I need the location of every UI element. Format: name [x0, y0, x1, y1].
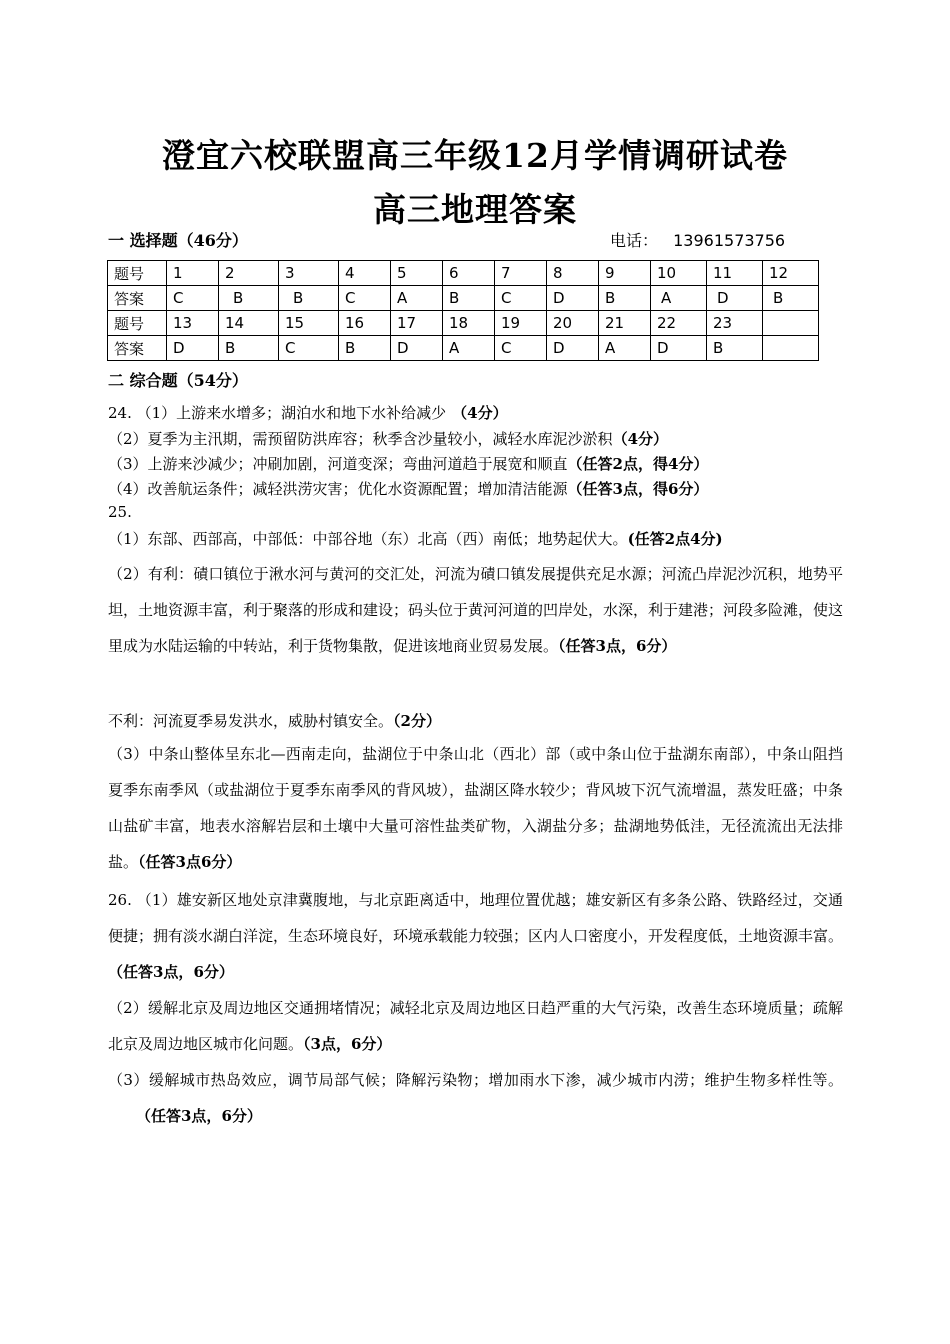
table-row [108, 336, 819, 361]
q25-part-2 [108, 556, 843, 664]
phone-number: 13961573756 [673, 231, 786, 250]
table-cell: B [339, 336, 391, 361]
q26-score-2: （3点，6分） [303, 1035, 392, 1053]
table-cell: 4 [339, 261, 391, 286]
row-label: 题号 [108, 311, 167, 336]
q25-number: 25. [108, 503, 132, 521]
q25-part-4 [108, 736, 843, 880]
table-cell: 5 [391, 261, 443, 286]
q25-score-2: （任答3点，6分） [558, 637, 677, 655]
table-cell: A [599, 336, 651, 361]
table-cell: 19 [495, 311, 547, 336]
table-cell: 18 [443, 311, 495, 336]
phone-contact [610, 228, 785, 251]
table-cell: 21 [599, 311, 651, 336]
table-cell [763, 311, 819, 336]
table-cell: B [279, 286, 339, 311]
table-cell: C [339, 286, 391, 311]
table-cell: D [547, 336, 599, 361]
table-cell: 14 [219, 311, 279, 336]
q25-part-3 [108, 710, 441, 731]
table-cell [763, 336, 819, 361]
table-row [108, 286, 819, 311]
q24-text-2: （2）夏季为主汛期，需预留防洪库容；秋季含沙量较小，减轻水库泥沙淤积 [108, 430, 613, 448]
q24-score-3: （任答2点，得4分） [567, 455, 709, 473]
q25-text-2: （2）有利：磧口镇位于湫水河与黄河的交汇处，河流为磧口镇发展提供充足水源；河流凸岸泥沙沉积，地势平坦，土地资源丰富，利于聚落的形成和建设；码头位于黄河河道的凹岸处，水深，利于建港；河段多险滩，使这里成为水陆运输的中转站，利于货物集散，促进该地商业贸易发展。 [108, 565, 844, 655]
main-title: 澄宜六校联盟高三年级12月学情调研试卷 [162, 136, 788, 175]
q25-score-4: （任答3点6分） [138, 853, 242, 871]
q25-text-3: 不利：河流夏季易发洪水，威胁村镇安全。 [108, 712, 394, 730]
table-row [108, 311, 819, 336]
table-cell: 17 [391, 311, 443, 336]
answer-table [107, 260, 819, 361]
q24-text-4: （4）改善航运条件；减轻洪涝灾害；优化水资源配置；增加清洁能源 [108, 480, 568, 498]
q25-text-4: （3）中条山整体呈东北—西南走向，盐湖位于中条山北（西北）部（或中条山位于盐湖东南部），中条山阻挡夏季东南季风（或盐湖位于夏季东南季风的背风坡），盐湖区降水较少；背风坡下沉气流增温，蒸发旺盛；中条山盐矿丰富，地表水溶解岩层和土壤中大量可溶性盐类矿物，入湖盐分多；盐湖地势低洼，无径流流出无法排盐。 [108, 745, 843, 871]
q25-text-1: （1）东部、西部高，中部低：中部谷地（东）北高（西）南低；地势起伏大。 [108, 530, 628, 548]
q24-score-1: （4分） [452, 404, 508, 422]
table-cell: B [219, 336, 279, 361]
q24-line-4 [108, 478, 708, 499]
table-cell: B [219, 286, 279, 311]
table-cell: C [495, 286, 547, 311]
table-cell: 10 [651, 261, 707, 286]
q24-line-2 [108, 428, 668, 449]
q24-line-1 [108, 402, 508, 423]
table-cell: 6 [443, 261, 495, 286]
table-cell: D [651, 336, 707, 361]
q24-text-1: 24. （1）上游来水增多；湖泊水和地下水补给减少 [108, 404, 447, 422]
q26-text-1: 26. （1）雄安新区地处京津冀腹地，与北京距离适中，地理位置优越；雄安新区有多条公路、铁路经过，交通便捷；拥有淡水湖白洋淀，生态环境良好，环境承载能力较强；区内人口密度小，开发程度低，土地资源丰富。 [108, 891, 844, 945]
table-cell: D [547, 286, 599, 311]
table-cell: 23 [707, 311, 763, 336]
q26-text-3: （3）缓解城市热岛效应，调节局部气候；降解污染物；增加雨水下渗，减少城市内涝；维护生物多样性等。 [108, 1071, 843, 1089]
section-comprehensive-heading: 二 综合题（54分） [108, 371, 248, 390]
table-cell: 9 [599, 261, 651, 286]
table-cell: A [651, 286, 707, 311]
table-row [108, 261, 819, 286]
q25-score-3: （2分） [393, 712, 441, 730]
q26-text-2: （2）缓解北京及周边地区交通拥堵情况；减轻北京及周边地区日趋严重的大气污染，改善生态环境质量；疏解北京及周边地区城市化问题。 [108, 999, 843, 1053]
table-cell: 3 [279, 261, 339, 286]
table-cell: 22 [651, 311, 707, 336]
table-cell: 11 [707, 261, 763, 286]
q26-part-1 [108, 882, 843, 990]
table-cell: 15 [279, 311, 339, 336]
q24-line-3 [108, 453, 708, 474]
table-cell: A [391, 286, 443, 311]
q26-score-3: （任答3点，6分） [136, 1107, 262, 1125]
q25-score-1: (任答2点4分) [627, 530, 723, 548]
table-cell: 2 [219, 261, 279, 286]
table-cell: 1 [167, 261, 219, 286]
table-cell: C [279, 336, 339, 361]
table-cell: 7 [495, 261, 547, 286]
q26-score-1: （任答3点，6分） [108, 963, 234, 981]
table-cell: C [495, 336, 547, 361]
section-multiple-choice-heading: 一 选择题（46分） [108, 231, 248, 250]
row-label: 题号 [108, 261, 167, 286]
table-cell: B [443, 286, 495, 311]
q24-score-2: （4分） [612, 430, 668, 448]
q25-part-1 [108, 528, 723, 549]
q26-part-3 [108, 1062, 843, 1134]
row-label: 答案 [108, 336, 167, 361]
table-cell: 20 [547, 311, 599, 336]
q24-score-4: （任答3点，得6分） [567, 480, 709, 498]
table-cell: 12 [763, 261, 819, 286]
table-cell: B [599, 286, 651, 311]
table-cell: 13 [167, 311, 219, 336]
phone-label: 电话： [610, 231, 659, 250]
sub-title: 高三地理答案 [373, 190, 577, 229]
table-cell: 16 [339, 311, 391, 336]
table-cell: D [167, 336, 219, 361]
table-cell: 8 [547, 261, 599, 286]
table-cell: A [443, 336, 495, 361]
q26-part-2 [108, 990, 843, 1062]
table-cell: B [763, 286, 819, 311]
table-cell: D [707, 286, 763, 311]
row-label: 答案 [108, 286, 167, 311]
table-cell: D [391, 336, 443, 361]
table-cell: C [167, 286, 219, 311]
q24-text-3: （3）上游来沙减少；冲刷加剧，河道变深；弯曲河道趋于展宽和顺直 [108, 455, 568, 473]
table-cell: B [707, 336, 763, 361]
